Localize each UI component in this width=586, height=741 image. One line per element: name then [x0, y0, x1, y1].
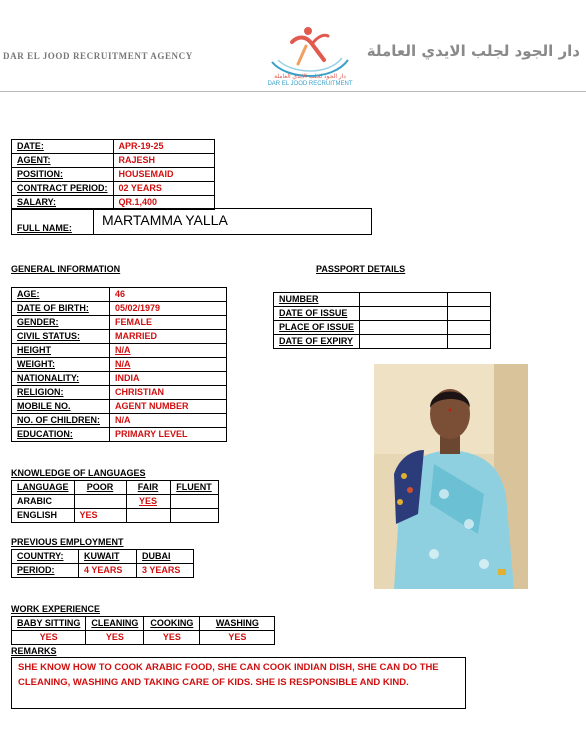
- poor-header: POOR: [74, 481, 126, 495]
- baby-sitting-header: BABY SITTING: [12, 617, 86, 631]
- table-row: [274, 307, 491, 321]
- table-row: [12, 414, 227, 428]
- table-row: [12, 631, 275, 645]
- height-value: N/A: [110, 344, 227, 358]
- full-name-label: FULL NAME:: [12, 209, 94, 235]
- fair-header: FAIR: [126, 481, 170, 495]
- civil-status-value: MARRIED: [110, 330, 227, 344]
- table-row: [12, 400, 227, 414]
- passport-table: [273, 292, 491, 349]
- remarks-title: REMARKS: [11, 646, 57, 656]
- work-experience-table: [11, 616, 275, 645]
- empty-cell: [448, 335, 491, 349]
- cooking-header: COOKING: [144, 617, 200, 631]
- agent-label: AGENT:: [12, 154, 114, 168]
- date-of-issue-label: DATE OF ISSUE: [274, 307, 360, 321]
- agency-name-english: DAR EL JOOD RECRUITMENT AGENCY: [3, 51, 193, 61]
- table-row: [12, 316, 227, 330]
- general-info-title: GENERAL INFORMATION: [11, 264, 121, 274]
- period-1: 4 YEARS: [79, 564, 137, 578]
- empty-cell: [448, 307, 491, 321]
- languages-table: [11, 480, 219, 523]
- cooking-value: YES: [144, 631, 200, 645]
- empty-cell: [448, 293, 491, 307]
- baby-sitting-value: YES: [12, 631, 86, 645]
- gender-value: FEMALE: [110, 316, 227, 330]
- religion-value: CHRISTIAN: [110, 386, 227, 400]
- contract-period-label: CONTRACT PERIOD:: [12, 182, 114, 196]
- full-name-value: MARTAMMA YALLA: [94, 209, 372, 235]
- position-value: HOUSEMAID: [113, 168, 214, 182]
- job-info-table: [11, 139, 215, 210]
- table-row: [12, 617, 275, 631]
- work-experience-title: WORK EXPERIENCE: [11, 604, 101, 614]
- table-row: [12, 509, 219, 523]
- previous-employment-title: PREVIOUS EMPLOYMENT: [11, 537, 124, 547]
- education-label: EDUCATION:: [12, 428, 110, 442]
- arabic-fluent: [170, 495, 218, 509]
- washing-value: YES: [200, 631, 275, 645]
- agent-value: RAJESH: [113, 154, 214, 168]
- table-row: [12, 330, 227, 344]
- table-row: [12, 564, 194, 578]
- table-row: [12, 495, 219, 509]
- position-label: POSITION:: [12, 168, 114, 182]
- dob-label: DATE OF BIRTH:: [12, 302, 110, 316]
- table-row: [12, 372, 227, 386]
- age-value: 46: [110, 288, 227, 302]
- arabic-fair: YES: [126, 495, 170, 509]
- english-fair: [126, 509, 170, 523]
- english-fluent: [170, 509, 218, 523]
- children-label: NO. OF CHILDREN:: [12, 414, 110, 428]
- weight-value: N/A: [110, 358, 227, 372]
- previous-employment-table: [11, 549, 194, 578]
- table-row: [12, 358, 227, 372]
- cleaning-header: CLEANING: [86, 617, 144, 631]
- date-of-expiry-value: [360, 335, 448, 349]
- table-row: [12, 302, 227, 316]
- languages-title: KNOWLEDGE OF LANGUAGES: [11, 468, 146, 478]
- cleaning-value: YES: [86, 631, 144, 645]
- country-2: DUBAI: [137, 550, 194, 564]
- table-row: [12, 154, 215, 168]
- table-row: [12, 386, 227, 400]
- fluent-header: FLUENT: [170, 481, 218, 495]
- period-2: 3 YEARS: [137, 564, 194, 578]
- date-of-expiry-label: DATE OF EXPIRY: [274, 335, 360, 349]
- logo-text-arabic: دار الجود لجلب الايدي العاملة: [274, 74, 346, 80]
- passport-number-label: NUMBER: [274, 293, 360, 307]
- date-label: DATE:: [12, 140, 114, 154]
- weight-label: WEIGHT:: [12, 358, 110, 372]
- salary-label: SALARY:: [12, 196, 114, 210]
- logo-text-english: DAR EL JOOD RECRUITMENT: [267, 81, 353, 87]
- agency-name-arabic: دار الجود لجلب الايدي العاملة: [366, 42, 580, 60]
- gender-label: GENDER:: [12, 316, 110, 330]
- country-1: KUWAIT: [79, 550, 137, 564]
- washing-header: WASHING: [200, 617, 275, 631]
- full-name-table: [11, 208, 372, 235]
- nationality-label: NATIONALITY:: [12, 372, 110, 386]
- table-row: [12, 481, 219, 495]
- table-row: [274, 335, 491, 349]
- table-row: [12, 344, 227, 358]
- table-row: [12, 182, 215, 196]
- empty-cell: [448, 321, 491, 335]
- children-value: N/A: [110, 414, 227, 428]
- dob-value: 05/02/1979: [110, 302, 227, 316]
- place-of-issue-label: PLACE OF ISSUE: [274, 321, 360, 335]
- table-row: [12, 288, 227, 302]
- nationality-value: INDIA: [110, 372, 227, 386]
- country-label: COUNTRY:: [12, 550, 79, 564]
- table-row: [12, 168, 215, 182]
- general-info-table: [11, 287, 227, 442]
- education-value: PRIMARY LEVEL: [110, 428, 227, 442]
- date-value: APR-19-25: [113, 140, 214, 154]
- age-label: AGE:: [12, 288, 110, 302]
- english-label: ENGLISH: [12, 509, 75, 523]
- remarks-text: SHE KNOW HOW TO COOK ARABIC FOOD, SHE CAN COOK INDIAN DISH, SHE CAN DO THE CLEANING, WASHING AND TAKING CARE OF KIDS. SHE IS RESPONSIBLE AND KIND.: [11, 657, 466, 709]
- language-header: LANGUAGE: [12, 481, 75, 495]
- height-label: HEIGHT: [12, 344, 110, 358]
- salary-value: QR.1,400: [113, 196, 214, 210]
- arabic-label: ARABIC: [12, 495, 75, 509]
- table-row: [274, 293, 491, 307]
- header-divider: [0, 91, 586, 92]
- mobile-label: MOBILE NO.: [12, 400, 110, 414]
- arabic-poor: [74, 495, 126, 509]
- civil-status-label: CIVIL STATUS:: [12, 330, 110, 344]
- passport-details-title: PASSPORT DETAILS: [316, 264, 406, 274]
- passport-number-value: [360, 293, 448, 307]
- table-row: [274, 321, 491, 335]
- english-poor: YES: [74, 509, 126, 523]
- contract-period-value: 02 YEARS: [113, 182, 214, 196]
- mobile-value: AGENT NUMBER: [110, 400, 227, 414]
- place-of-issue-value: [360, 321, 448, 335]
- religion-label: RELIGION:: [12, 386, 110, 400]
- date-of-issue-value: [360, 307, 448, 321]
- table-row: [12, 428, 227, 442]
- table-row: [12, 550, 194, 564]
- table-row: [12, 140, 215, 154]
- candidate-photo: [374, 364, 528, 589]
- period-label: PERIOD:: [12, 564, 79, 578]
